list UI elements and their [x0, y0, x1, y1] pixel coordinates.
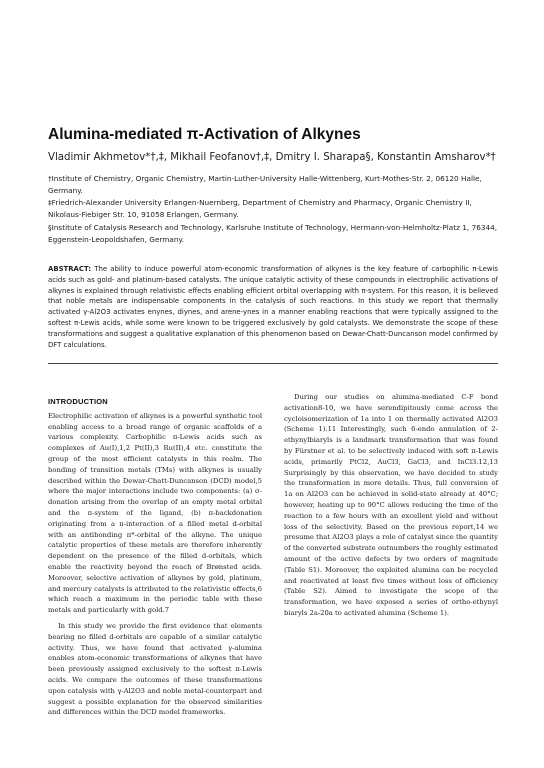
section-heading-introduction: INTRODUCTION	[48, 397, 108, 406]
left-column	[48, 397, 262, 723]
abstract-text: The ability to induce powerful atom-economic transformation of alkynes is the key feature of carbophilic π-Lewis acids such as gold- and platinum-based catalysts. The unique catalytic activity of these compounds in electrophilic activations of alkynes is explained through relativistic effects enabling efficient orbital overlapping with π-system. For this reason, it is believed that noble metals are indispensable components in the catalysis of such reactions. In this study we report that thermally activated γ-Al2O3 activates enynes, diynes, and arene-ynes in a manner enabling reactions that were typically assigned to the softest π-Lewis acids, while some were known to be triggered exclusively by gold catalysts. We demonstrate the scope of these transformations and suggest a qualitative explanation of this phenomenon based on Dewar-Chatt-Duncanson model confirmed by DFT calculations.	[48, 265, 498, 349]
author-list: Vladimir Akhmetov*†,‡, Mikhail Feofanov†,‡, Dmitry I. Sharapa§, Konstantin Amsharov*†	[48, 152, 496, 163]
affiliation-2: ‡Friedrich-Alexander University Erlangen-Nuernberg, Department of Chemistry and Pharmacy, Organic Chemistry II, Nikolaus-Fiebiger Str. 10, 91058 Erlangen, Germany.	[48, 198, 472, 219]
affiliation-3: §Institute of Catalysis Research and Technology, Karlsruhe Institute of Technology, Hermann-von-Helmholtz-Platz 1, 76344, Eggenstein-Leopoldshafen, Germany.	[48, 223, 498, 244]
affiliation-1: †Institute of Chemistry, Organic Chemistry, Martin-Luther-University Halle-Wittenberg, Kurt-Mothes-Str. 2, 06120 Halle, Germany.	[48, 174, 482, 195]
intro-paragraph-1: Electrophilic activation of alkynes is a powerful synthetic tool enabling access to a broad range of organic scaffolds of a various complexity. Carbophilic π-Lewis acids such as complexes of Au(I),1,2 Pt(II),3 Ru(II),4 etc. constitute the group of the most efficient catalysts in this realm. The bonding of transition metals (TMs) with alkynes is usually described within the Dewar-Chatt-Duncanson (DCD) model,5 where the major interactions include two components: (a) σ-donation arising from the overlap of an empty metal orbital and the π-system of the ligand, (b) π-backdonation originating from a π-interaction of a filled metal d-orbital with an antibonding π*-orbital of the alkyne. The unique catalytic properties of these metals are therefore inherently dependent on the presence of the filled d-orbitals, which enable the reactivity beyond the reach of Brønsted acids. Moreover, selective activation of alkynes by gold, platinum, and mercury catalysts is attributed to the relativistic effects,6 which reach a maximum in the periodic table with these metals and particularly with gold.7	[48, 411, 262, 615]
abstract-divider	[48, 363, 498, 364]
intro-paragraph-2: In this study we provide the first evidence that elements bearing no filled d-orbitals are capable of a similar catalytic activity. Thus, we have found that activated γ-alumina enables atom-economic transformations of alkynes that have been previously assigned exclusively to the softest π-Lewis acids. We compare the outcomes of these transformations upon catalysis with γ-Al2O3 and noble metal-counterpart and suggest a possible explanation for the observed similarities and differences within the DCD model frameworks.	[48, 621, 262, 717]
body-paragraph-1: During our studies on alumina-mediated C-F bond activation8-10, we have serendipitously come across the cycloisomerization of 1a into 1 on thermally activated Al2O3 (Scheme 1).11 Interestingly, such 6-endo annulation of 2-ethynylbiaryls is a landmark transformation that was found by Fürstner et al. to be selectively induced with soft π-Lewis acids, primarily PtCl2, AuCl3, GaCl3, and InCl3.12,13 Surprisingly by this observation, we have decided to study the transformation in more details. Thus, full conversion of 1a on Al2O3 can be achieved in solid-state already at 40°C; however, heating up to 90°C allows reducing the time of the reaction to a few hours with an excellent yield and without loss of the selectivity. Based on the previous report,14 we presume that Al2O3 plays a role of catalyst since the quantity of the converted substrate outnumbers the roughly estimated amount of the active defects by two orders of magnitude (Table S1). Moreover, the exploited alumina can be recycled and reactivated at least five times without loss of efficiency (Table S2). Aimed to investigate the scope of the transformation, we have exposed a series of ortho-ethynyl biaryls 2a-20a to activated alumina (Scheme 1).	[284, 393, 498, 617]
abstract	[48, 264, 498, 350]
right-column	[284, 392, 498, 624]
abstract-label: ABSTRACT:	[48, 265, 92, 273]
paper-title: Alumina-mediated π-Activation of Alkynes	[48, 126, 361, 143]
